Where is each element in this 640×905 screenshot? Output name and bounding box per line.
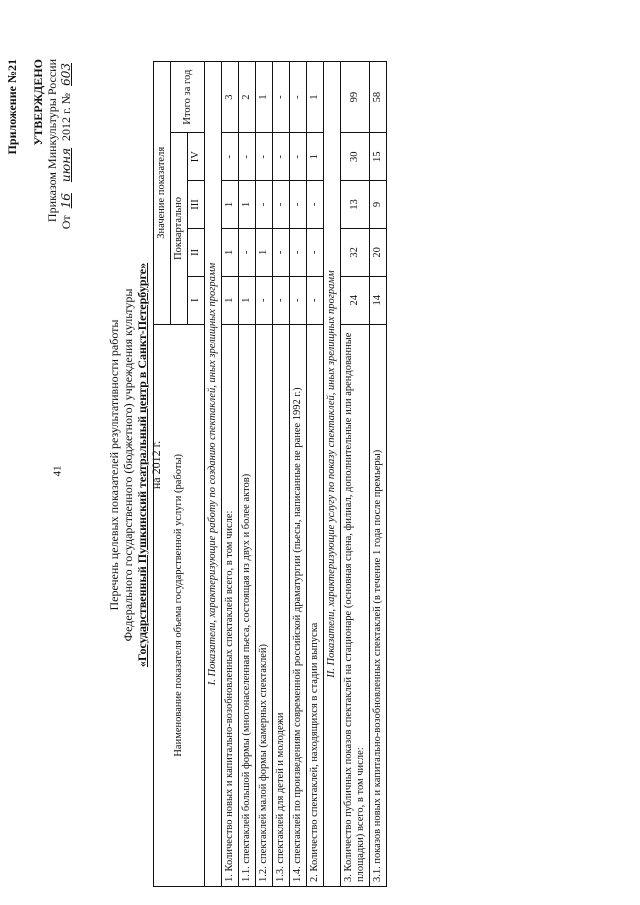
row-name: 3.1. показов новых и капитально-возобновленных спектаклей (в течение 1 года после премьеры) (370, 324, 387, 886)
row-name: 1.3. спектаклей для детей и молодежи (273, 324, 290, 886)
row-total: 1 (256, 62, 273, 133)
approval-day: 16 (59, 193, 73, 209)
row-q1: 1 (239, 276, 256, 324)
approval-year: 2012 г. № (59, 92, 73, 141)
row-q2: - (239, 228, 256, 276)
approval-date-prefix: От (59, 215, 73, 230)
approval-date-line (59, 59, 73, 229)
row-total: - (273, 62, 290, 133)
approval-title: УТВЕРЖДЕНО (31, 59, 45, 146)
row-total: 3 (222, 62, 239, 133)
row-q4: - (239, 133, 256, 181)
header-quarterly: Поквартально (171, 133, 188, 324)
header-total: Итого за год (171, 62, 205, 133)
row-q4: 15 (370, 133, 387, 181)
row-q1: 14 (370, 276, 387, 324)
row-q1: - (307, 276, 324, 324)
row-total: - (290, 62, 307, 133)
row-q4: 30 (341, 133, 370, 181)
row-q2: 1 (222, 228, 239, 276)
approval-block (31, 59, 73, 229)
row-total: 99 (341, 62, 370, 133)
row-q1: - (290, 276, 307, 324)
section-title: I. Показатели, характеризующие работу по созданию спектаклей, иных зрелищных программ (205, 62, 222, 887)
row-q3: 1 (222, 181, 239, 229)
approval-month: июня (59, 147, 73, 183)
page-number: 41 (51, 465, 64, 477)
row-name: 1.4. спектаклей по произведениям современной российской драматургии (пьесы, написанные не ранее 1992 г.) (290, 324, 307, 886)
row-q1: 1 (222, 276, 239, 324)
row-q2: 1 (256, 228, 273, 276)
document-page (5, 35, 605, 895)
row-q4: - (273, 133, 290, 181)
header-indicator-value: Значение показателя (154, 62, 171, 325)
row-total: 2 (239, 62, 256, 133)
section-row (324, 62, 341, 887)
row-q1: - (273, 276, 290, 324)
row-q4: - (222, 133, 239, 181)
row-q3: - (273, 181, 290, 229)
appendix-label: Приложение №21 (5, 59, 19, 155)
row-name: 1.2. спектаклей малой формы (камерных спектаклей) (256, 324, 273, 886)
row-q3: - (290, 181, 307, 229)
header-quarter-2: II (188, 228, 205, 276)
row-q3: - (307, 181, 324, 229)
row-q2: 20 (370, 228, 387, 276)
row-name: 1. Количество новых и капитально-возобновленных спектаклей всего, в том числе: (222, 324, 239, 886)
row-name: 1.1. спектаклей большой формы (многонаселенная пьеса, состоящая из двух и более актов) (239, 324, 256, 886)
heading-line-2: Федерального государственного (бюджетного) учреждения культуры (121, 288, 135, 642)
header-quarter-4: IV (188, 133, 205, 181)
row-q4: - (256, 133, 273, 181)
table-row (341, 62, 370, 887)
row-q4: 1 (307, 133, 324, 181)
table-row (370, 62, 387, 887)
row-q2: - (290, 228, 307, 276)
row-total: 1 (307, 62, 324, 133)
approval-order: Приказом Минкультуры России (45, 59, 59, 223)
heading-line-1: Перечень целевых показателей результативности работы (107, 319, 121, 611)
row-q2: 32 (341, 228, 370, 276)
header-quarter-1: I (188, 276, 205, 324)
table-row (273, 62, 290, 887)
row-name: 2. Количество спектаклей, находящихся в стадии выпуска (307, 324, 324, 886)
indicators-table (153, 61, 387, 887)
section-row (205, 62, 222, 887)
row-q3: 1 (239, 181, 256, 229)
row-q2: - (273, 228, 290, 276)
heading-organization: «Государственный Пушкинский театральный центр в Санкт-Петербурге» (135, 262, 149, 668)
table-row (290, 62, 307, 887)
row-q3: - (256, 181, 273, 229)
row-q4: - (290, 133, 307, 181)
row-name: 3. Количество публичных показов спектаклей на стационаре (основная сцена, филиал, дополнительные или арендованные площадки) всего, в том числе: (341, 324, 370, 886)
row-q3: 9 (370, 181, 387, 229)
row-q2: - (307, 228, 324, 276)
row-total: 58 (370, 62, 387, 133)
row-q3: 13 (341, 181, 370, 229)
heading-year: на 2012 г. (149, 440, 163, 490)
row-q1: 24 (341, 276, 370, 324)
table-row (222, 62, 239, 887)
approval-number: 603 (59, 63, 73, 86)
header-indicator-name: Наименование показателя объема государственной услуги (работы) (154, 324, 205, 886)
row-q1: - (256, 276, 273, 324)
table-row (256, 62, 273, 887)
header-quarter-3: III (188, 181, 205, 229)
table-row (239, 62, 256, 887)
section-title: II. Показатели, характеризующие услугу по показу спектаклей, иных зрелищных программ (324, 62, 341, 887)
table-row (307, 62, 324, 887)
